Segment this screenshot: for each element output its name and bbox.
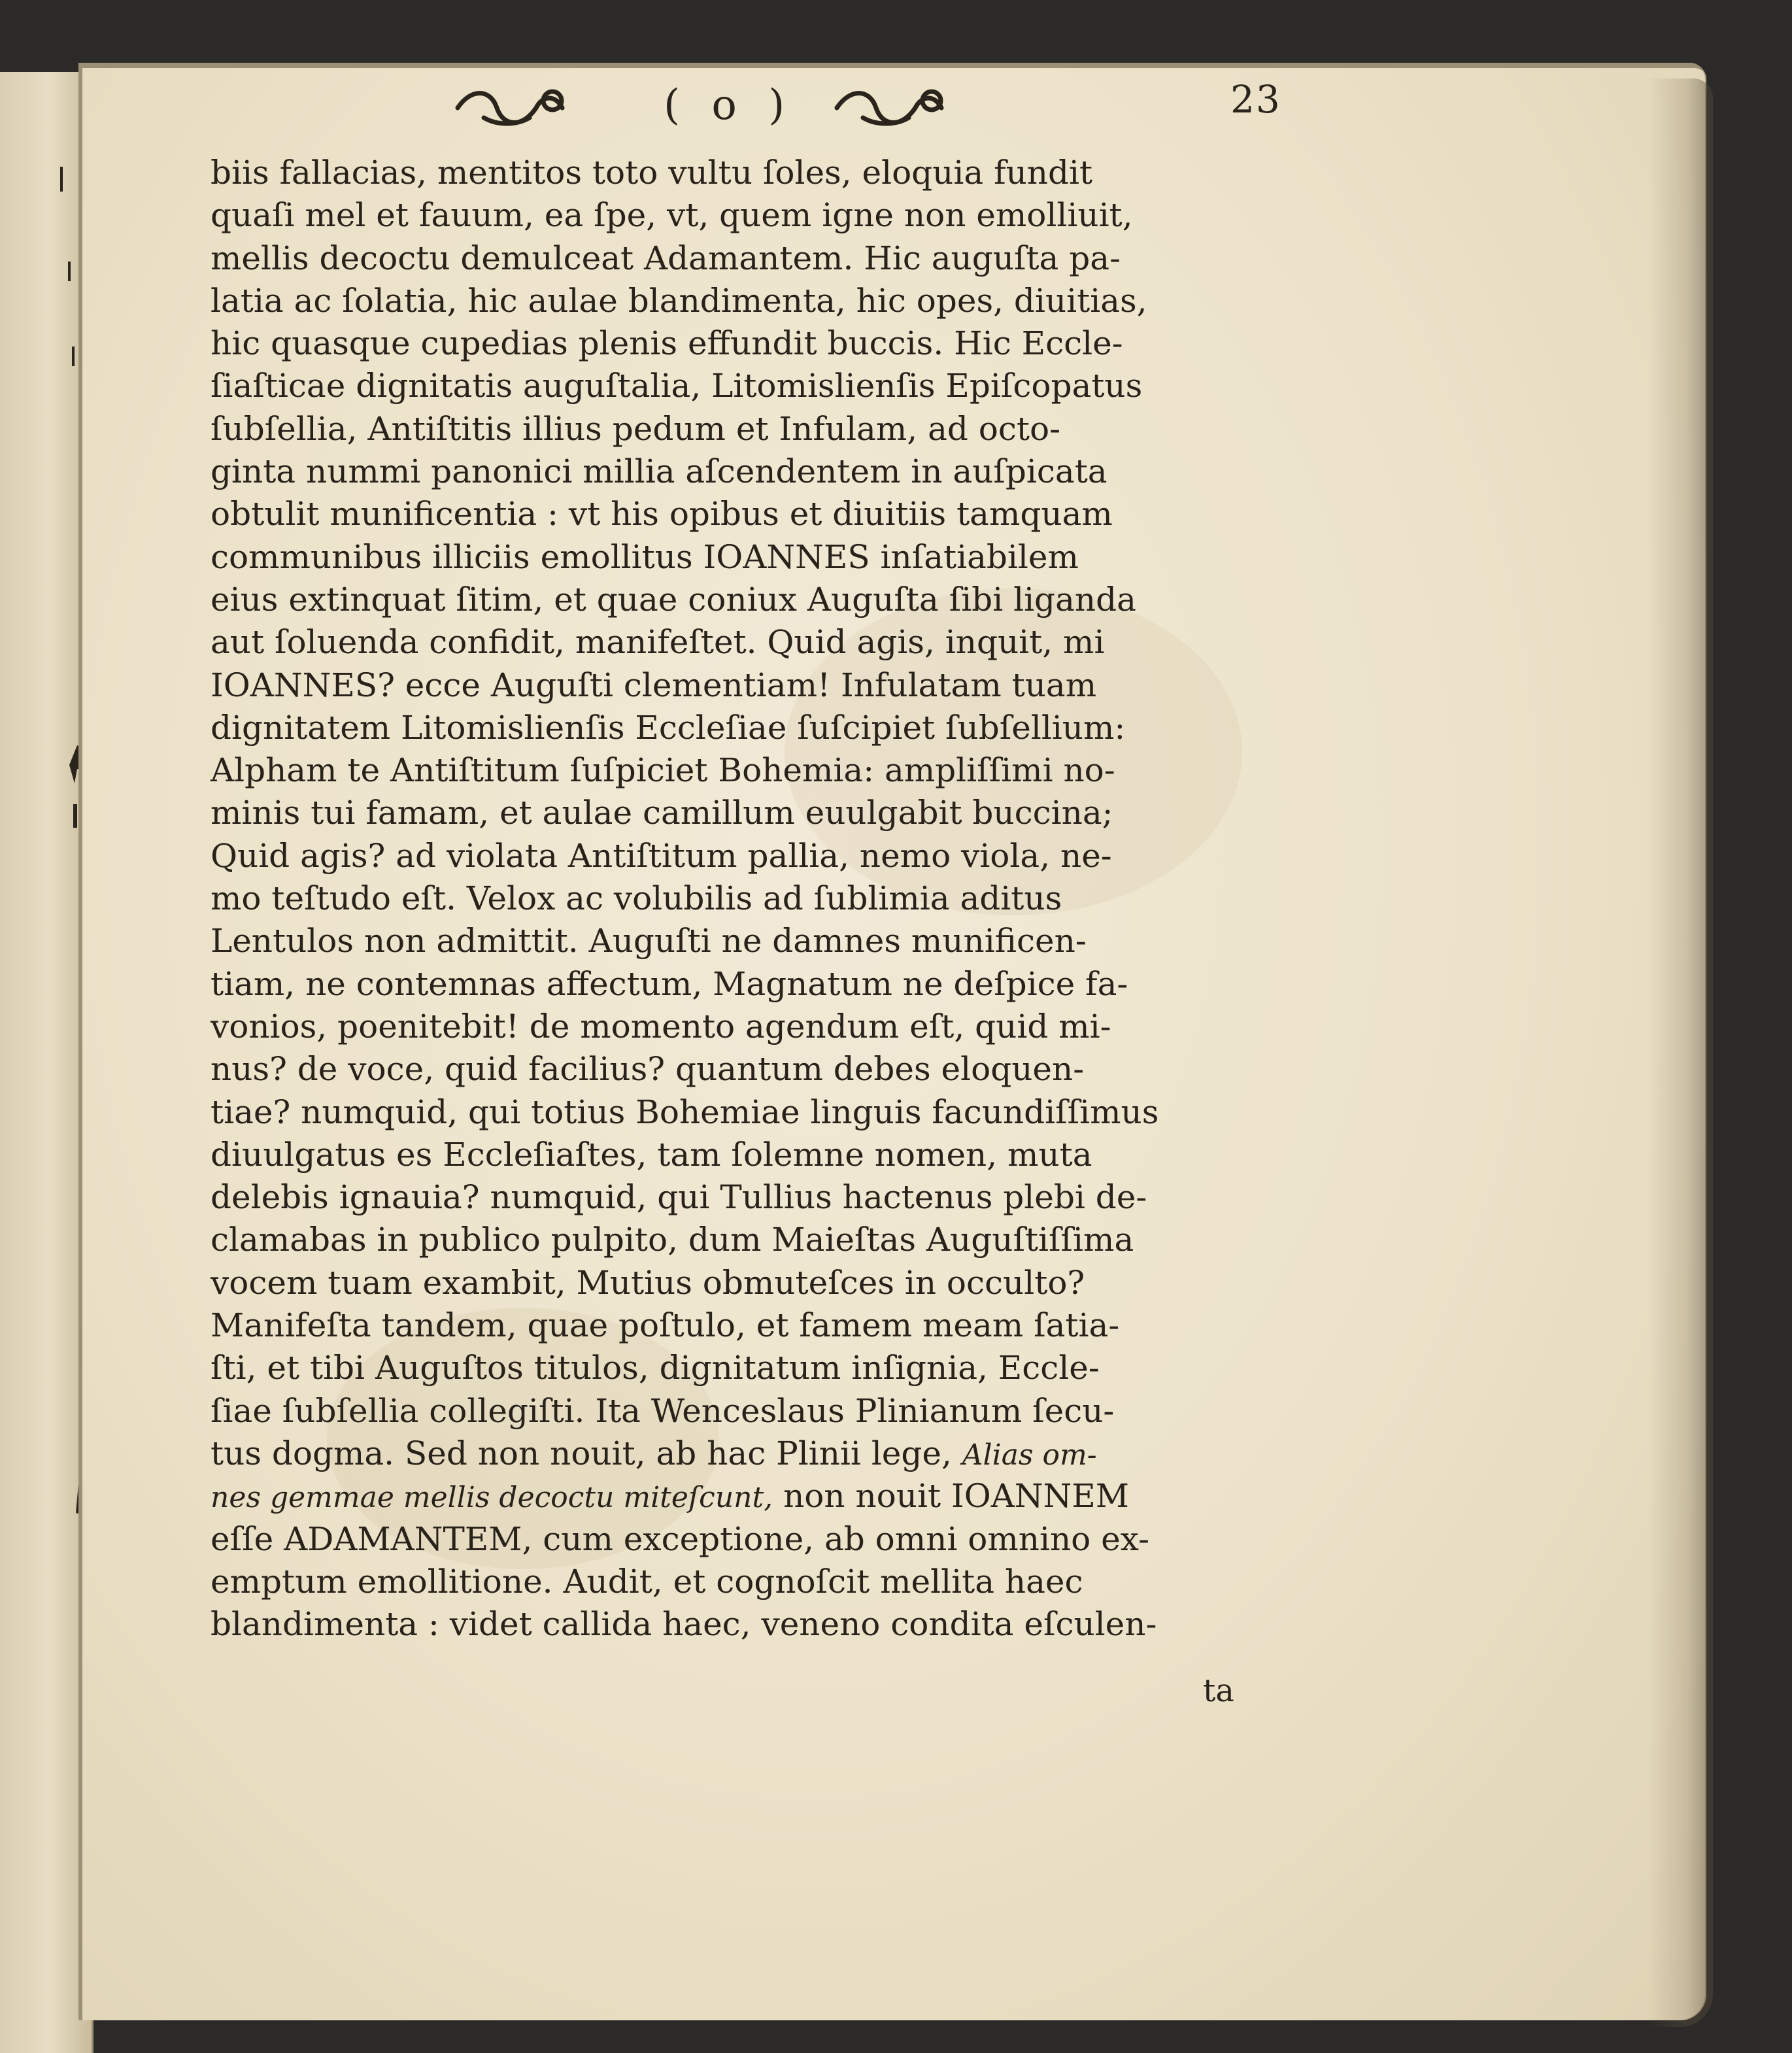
text-line: ſiaſticae dignitatis auguſtalia, Litomislienſis Epiſcopatus [211, 367, 1143, 405]
header-ornament-icon [445, 72, 1308, 144]
bleed-through-marks [0, 72, 92, 2053]
text-line: obtulit munificentia : vt his opibus et diuitiis tamquam [211, 495, 1113, 534]
text-line: vocem tuam exambit, Mutius obmuteſces in occulto? [211, 1263, 1085, 1302]
catchword: ta [1203, 1672, 1234, 1709]
text-line: emptum emollitione. Audit, et cognoſcit mellita haec [211, 1562, 1083, 1601]
text-line: eſſe ADAMANTEM, cum exceptione, ab omni omnino ex- [211, 1519, 1149, 1558]
text-run: non nouit IOANNEM [773, 1477, 1129, 1516]
page-edge-shadow [1648, 78, 1713, 2027]
text-line-mixed [211, 1433, 1283, 1475]
text-line: communibus illiciis emollitus IOANNES inſatiabilem [211, 537, 1079, 576]
text-line: latia ac ſolatia, hic aulae blandimenta, hic opes, diuitias, [211, 281, 1147, 320]
text-line: eius extinquat ſitim, et quae coniux Auguſta ſibi liganda [211, 580, 1136, 619]
header-center-glyph: ( o ) [664, 81, 794, 129]
text-line: Manifeſta tandem, quae poſtulo, et famem meam ſatia- [211, 1306, 1120, 1345]
text-line: mellis decoctu demulceat Adamantem. Hic auguſta pa- [211, 239, 1121, 277]
italic-quote: Alias om- [962, 1438, 1097, 1472]
text-line: dignitatem Litomislienſis Eccleſiae ſuſcipiet ſubſellium: [211, 708, 1126, 747]
text-line: hic quasque cupedias plenis effundit buccis. Hic Eccle- [211, 324, 1123, 363]
text-line: minis tui famam, et aulae camillum euulgabit buccina; [211, 794, 1113, 832]
text-line: ſubſellia, Antiſtitis illius pedum et Infulam, ad octo- [211, 409, 1060, 448]
text-run: tus dogma. Sed non nouit, ab hac Plinii lege, [211, 1434, 962, 1472]
text-line: Lentulos non admittit. Auguſti ne damnes munificen- [211, 922, 1087, 960]
running-header [445, 72, 1308, 144]
italic-quote: nes gemmae mellis decoctu miteſcunt, [211, 1481, 773, 1515]
text-line: tiae? numquid, qui totius Bohemiae linguis facundiſſimus [211, 1093, 1159, 1131]
text-line: clamabas in publico pulpito, dum Maieſtas Auguſtiſſima [211, 1221, 1134, 1259]
text-line: biis fallacias, mentitos toto vultu ſoles, eloquia fundit [211, 154, 1093, 192]
text-line: aut ſoluenda confidit, manifeſtet. Quid agis, inquit, mi [211, 623, 1105, 662]
text-line: ſiae ſubſellia collegiſti. Ita Wenceslaus Plinianum ſecu- [211, 1391, 1115, 1430]
text-line: quaſi mel et fauum, ea ſpe, vt, quem igne non emolliuit, [211, 196, 1133, 235]
page-number: 23 [1230, 77, 1281, 122]
text-line: nus? de voce, quid facilius? quantum debes eloquen- [211, 1050, 1085, 1089]
text-line: vonios, poenitebit! de momento agendum eſt, quid mi- [211, 1007, 1111, 1045]
text-line: delebis ignauia? numquid, qui Tullius hactenus plebi de- [211, 1178, 1147, 1217]
text-line: tiam, ne contemnas affectum, Magnatum ne deſpice fa- [211, 964, 1128, 1003]
text-line: mo teſtudo eſt. Velox ac volubilis ad ſublimia aditus [211, 879, 1062, 918]
body-text [211, 152, 1283, 1646]
text-line: diuulgatus es Eccleſiaſtes, tam ſolemne nomen, muta [211, 1135, 1092, 1174]
text-line: ſti, et tibi Auguſtos titulos, dignitatum inſignia, Eccle- [211, 1349, 1100, 1387]
text-line: IOANNES? ecce Auguſti clementiam! Infulatam tuam [211, 666, 1097, 704]
text-line-mixed [211, 1475, 1283, 1518]
text-line: ginta nummi panonici millia aſcendentem in auſpicata [211, 452, 1107, 491]
text-line: Quid agis? ad violata Antiſtitum pallia, nemo viola, ne- [211, 836, 1112, 875]
text-line: blandimenta : videt callida haec, veneno condita eſculen- [211, 1605, 1157, 1644]
text-line: Alpham te Antiſtitum ſuſpiciet Bohemia: ampliſſimi no- [211, 751, 1115, 790]
